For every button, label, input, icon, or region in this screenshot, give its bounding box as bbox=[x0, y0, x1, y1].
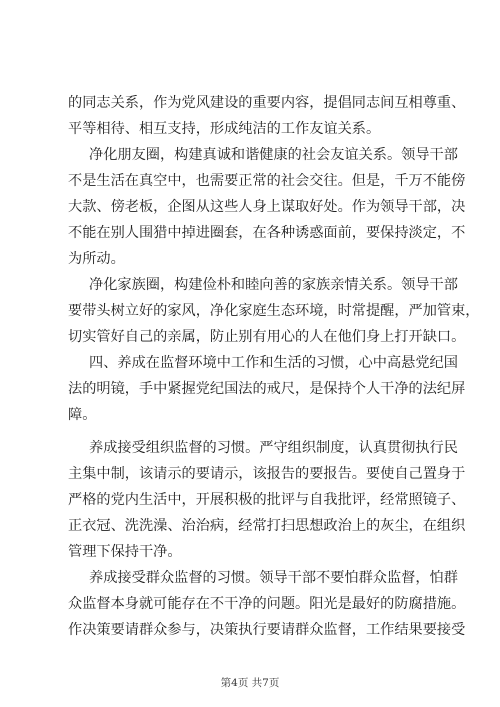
text-line-12: 法的明镜，手中紧握党纪国法的戒尺，是保持个人干净的法纪屏 bbox=[68, 381, 466, 397]
page-number: 第4页 共7页 bbox=[220, 677, 280, 689]
text-line-2: 平等相待、相互支持，形成纯洁的工作友谊关系。 bbox=[68, 121, 381, 137]
text-line-10: 切实管好自己的亲属，防止别有用心的人在他们身上打开缺口。 bbox=[68, 329, 466, 345]
text-line-5: 大款、傍老板，企图从这些人身上谋取好处。作为领导干部，决 bbox=[68, 199, 466, 215]
text-line-3: 净化朋友圈，构建真诚和谐健康的社会友谊关系。领导干部 bbox=[89, 147, 458, 163]
text-line-13: 障。 bbox=[68, 407, 97, 423]
text-line-15: 主集中制，该请示的要请示，该报告的要报告。要使自己置身于 bbox=[68, 466, 466, 482]
text-line-18: 管理下保持干净。 bbox=[68, 544, 182, 560]
text-line-7: 为所动。 bbox=[68, 251, 125, 267]
text-line-11: 四、养成在监督环境中工作和生活的习惯，心中高悬党纪国 bbox=[89, 355, 458, 371]
text-line-4: 不是生活在真空中，也需要正常的社会交往。但是，千万不能傍 bbox=[68, 173, 466, 189]
page-footer bbox=[0, 676, 500, 690]
text-line-19: 养成接受群众监督的习惯。领导干部不要怕群众监督，怕群 bbox=[89, 570, 458, 586]
text-line-6: 不能在别人围猎中掉进圈套，在各种诱惑面前，要保持淡定，不 bbox=[68, 225, 466, 241]
text-line-17: 正衣冠、洗洗澡、治治病，经常打扫思想政治上的灰尘，在组织 bbox=[68, 518, 466, 534]
text-line-20: 众监督本身就可能存在不干净的问题。阳光是最好的防腐措施。 bbox=[68, 596, 466, 612]
text-line-8: 净化家族圈，构建俭朴和睦向善的家族亲情关系。领导干部 bbox=[89, 277, 458, 293]
text-line-9: 要带头树立好的家风，净化家庭生态环境，时常提醒，严加管束， bbox=[68, 303, 480, 319]
text-line-1: 的同志关系，作为党风建设的重要内容，提倡同志间互相尊重、 bbox=[68, 95, 466, 111]
text-line-21: 作决策要请群众参与，决策执行要请群众监督，工作结果要接受 bbox=[68, 622, 466, 638]
text-line-16: 严格的党内生活中，开展积极的批评与自我批评，经常照镜子、 bbox=[68, 492, 466, 508]
text-line-14: 养成接受组织监督的习惯。严守组织制度，认真贯彻执行民 bbox=[89, 440, 458, 456]
